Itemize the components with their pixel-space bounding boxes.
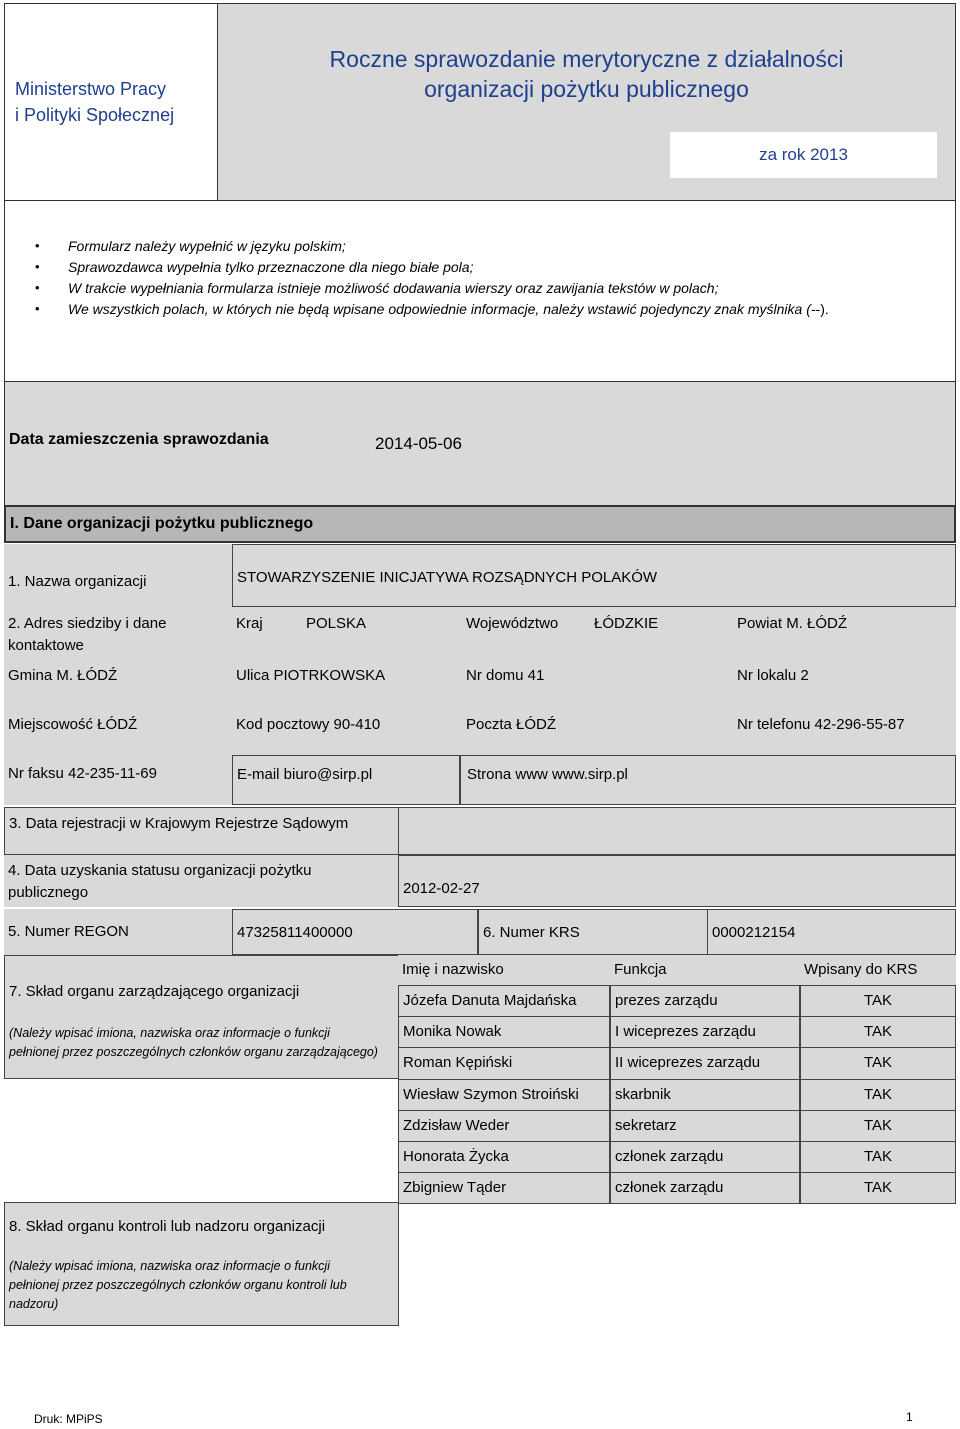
report-title (218, 44, 955, 105)
bullet-icon: • (35, 238, 40, 253)
board-table-cell[interactable] (398, 1079, 610, 1111)
address-label-line1: 2. Adres siedziby i dane (8, 615, 167, 632)
krs-label-cell (478, 909, 708, 955)
publication-date-section (4, 381, 956, 507)
board-member-krs: TAK (863, 1085, 893, 1103)
board-col-name: Imię i nazwisko (402, 961, 504, 978)
board-member-function: członek zarządu (615, 1148, 724, 1165)
phone-cell (732, 701, 956, 755)
report-year-field[interactable]: za rok 2013 (670, 132, 937, 178)
opp-status-label-line2: publicznego (8, 884, 89, 901)
board-table-cell[interactable] (398, 1172, 610, 1204)
board-table-cell[interactable] (610, 1079, 800, 1111)
board-table-cell[interactable] (398, 1141, 610, 1173)
voivodeship-cell (460, 607, 732, 659)
board-header-krs (800, 955, 956, 985)
board-col-krs: Wpisany do KRS (804, 961, 918, 978)
krs-field[interactable] (707, 909, 956, 955)
regon-field[interactable] (232, 909, 478, 955)
apartment-number-value[interactable]: Nr lokalu 2 (737, 667, 809, 684)
board-note-line2: pełnionej przez poszczególnych członków organu zarządzającego) (9, 1045, 378, 1059)
apartment-number-cell (732, 659, 956, 701)
board-member-krs: TAK (863, 1179, 893, 1197)
board-member-krs: TAK (863, 1116, 893, 1134)
board-member-name: Zdzisław Weder (403, 1116, 510, 1134)
commune-value[interactable]: Gmina M. ŁÓDŹ (8, 667, 118, 684)
email-cell (232, 755, 460, 805)
street-cell (232, 659, 460, 701)
board-table-cell[interactable] (610, 1016, 800, 1048)
org-name-field[interactable] (232, 544, 956, 607)
board-member-function: sekretarz (615, 1116, 677, 1134)
board-table-cell[interactable] (398, 1047, 610, 1079)
board-member-name: Honorata Życka (403, 1148, 509, 1165)
board-table-cell[interactable] (610, 985, 800, 1017)
board-table-cell[interactable] (800, 1079, 956, 1111)
krs-registration-label-cell (4, 807, 399, 855)
phone-value[interactable]: Nr telefonu 42-296-55-87 (737, 716, 905, 733)
board-table-cell[interactable] (610, 1141, 800, 1173)
board-note-line1: (Należy wpisać imiona, nazwiska oraz informacje o funkcji (9, 1026, 330, 1040)
report-title-line1: Roczne sprawozdanie merytoryczne z działalności (329, 46, 844, 72)
board-table-cell[interactable] (800, 1110, 956, 1142)
instruction-item: W trakcie wypełniania formularza istnieje możliwość dodawania wierszy oraz zawijania tekstów w polach; (68, 280, 719, 296)
website-cell (460, 755, 956, 805)
supervision-label: 8. Skład organu kontroli lub nadzoru organizacji (9, 1218, 326, 1235)
email-value[interactable]: E-mail biuro@sirp.pl (237, 766, 373, 783)
board-member-krs: TAK (863, 1054, 893, 1072)
board-table-cell[interactable] (398, 1110, 610, 1142)
instruction-item (68, 301, 829, 318)
board-header-function (610, 955, 800, 985)
opp-status-value: 2012-02-27 (403, 880, 480, 897)
publication-date-label: Data zamieszczenia sprawozdania (9, 431, 269, 448)
voivodeship-label: Województwo (466, 615, 559, 632)
board-member-name: Zbigniew Tąder (403, 1179, 507, 1197)
board-member-function: prezes zarządu (615, 992, 718, 1009)
post-office-cell (460, 701, 732, 755)
board-table-cell[interactable] (800, 1016, 956, 1048)
board-member-name: Monika Nowak (403, 1023, 502, 1041)
org-name-label-cell (4, 544, 232, 607)
supervision-label-cell (4, 1202, 399, 1326)
voivodeship-value[interactable]: ŁÓDZKIE (594, 615, 659, 632)
board-member-krs: TAK (863, 1023, 893, 1041)
krs-label: 6. Numer KRS (483, 924, 580, 941)
supervision-note-line1: (Należy wpisać imiona, nazwiska oraz informacje o funkcji (9, 1259, 330, 1273)
section-1-header (4, 505, 956, 543)
footer-page-number: 1 (906, 1410, 913, 1424)
house-number-value[interactable]: Nr domu 41 (466, 667, 545, 684)
address-label-line2: kontaktowe (8, 637, 84, 654)
street-value[interactable]: Ulica PIOTRKOWSKA (236, 667, 386, 684)
board-col-function: Funkcja (614, 961, 667, 978)
ministry-name-line1: Ministerstwo Pracy (15, 79, 167, 99)
opp-status-label-line1: 4. Data uzyskania statusu organizacji pożytku (8, 862, 312, 879)
board-table-cell[interactable] (398, 1016, 610, 1048)
report-header (217, 3, 956, 201)
board-header-name (398, 955, 610, 985)
supervision-note-line2: pełnionej przez poszczególnych członków organu kontroli lub (9, 1278, 347, 1292)
org-name-value: STOWARZYSZENIE INICJATYWA ROZSĄDNYCH POLAKÓW (237, 569, 658, 586)
regon-label-cell (4, 909, 232, 955)
board-table-cell[interactable] (610, 1172, 800, 1204)
board-table-cell[interactable] (610, 1110, 800, 1142)
bullet-icon: • (35, 280, 40, 295)
board-member-function: członek zarządu (615, 1179, 724, 1197)
ministry-box (4, 3, 218, 201)
board-label-cell (4, 955, 399, 1079)
country-value[interactable]: POLSKA (306, 615, 367, 632)
section-1-title: I. Dane organizacji pożytku publicznego (10, 515, 314, 532)
instruction-item-tail: -). (815, 301, 829, 317)
board-member-krs: TAK (863, 1148, 893, 1165)
board-table-cell[interactable] (800, 1141, 956, 1173)
board-table-cell[interactable] (800, 985, 956, 1017)
city-cell (4, 701, 232, 755)
krs-registration-field[interactable] (398, 807, 956, 855)
bullet-icon: • (35, 259, 40, 274)
regon-value: 47325811400000 (237, 924, 353, 941)
footer-print-label: Druk: MPiPS (34, 1412, 103, 1426)
board-member-krs: TAK (863, 992, 893, 1009)
publication-date-value[interactable]: 2014-05-06 (375, 434, 462, 453)
country-cell (232, 607, 460, 659)
instruction-item: Sprawozdawca wypełnia tylko przeznaczone dla niego białe pola; (68, 259, 474, 275)
board-member-name: Józefa Danuta Majdańska (403, 992, 577, 1009)
address-label-cell (4, 607, 232, 659)
city-value[interactable]: Miejscowość ŁÓDŹ (8, 716, 138, 733)
website-value[interactable]: Strona www www.sirp.pl (467, 766, 628, 783)
post-office-value[interactable]: Poczta ŁÓDŹ (466, 716, 557, 733)
krs-registration-label: 3. Data rejestracji w Krajowym Rejestrze Sądowym (9, 815, 349, 832)
board-member-name: Wiesław Szymon Stroiński (403, 1085, 579, 1103)
ministry-name-line2: i Polityki Społecznej (15, 105, 175, 125)
board-member-function: I wiceprezes zarządu (615, 1023, 756, 1041)
instruction-item-main: We wszystkich polach, w których nie będą wpisane odpowiednie informacje, należy wstawić pojedynczy znak myślnika (- (68, 301, 816, 317)
krs-value: 0000212154 (712, 924, 796, 941)
board-member-function: II wiceprezes zarządu (615, 1054, 761, 1072)
county-value[interactable]: Powiat M. ŁÓDŹ (737, 615, 848, 632)
commune-cell (4, 659, 232, 701)
board-member-name: Roman Kępiński (403, 1054, 513, 1072)
fax-cell (4, 755, 232, 805)
board-table-cell[interactable] (800, 1172, 956, 1204)
house-number-cell (460, 659, 732, 701)
instruction-item: Formularz należy wypełnić w języku polskim; (68, 238, 346, 254)
instructions-box (4, 200, 956, 382)
report-title-line2: organizacji pożytku publicznego (424, 76, 749, 103)
opp-status-label-cell (4, 855, 399, 907)
bullet-icon: • (35, 301, 40, 316)
board-label: 7. Skład organu zarządzającego organizacji (9, 983, 300, 1000)
fax-value[interactable]: Nr faksu 42-235-11-69 (8, 765, 157, 782)
county-cell (732, 607, 956, 659)
board-table-cell[interactable] (610, 1047, 800, 1079)
postal-code-value[interactable]: Kod pocztowy 90-410 (236, 716, 381, 733)
board-table-cell[interactable] (398, 985, 610, 1017)
postal-code-cell (232, 701, 460, 755)
supervision-note-line3: nadzoru) (9, 1297, 59, 1311)
country-label: Kraj (236, 615, 263, 632)
org-name-label: 1. Nazwa organizacji (8, 573, 147, 590)
board-table-cell[interactable] (800, 1047, 956, 1079)
regon-label: 5. Numer REGON (8, 923, 129, 940)
board-member-function: skarbnik (615, 1085, 671, 1103)
opp-status-field[interactable] (398, 855, 956, 907)
